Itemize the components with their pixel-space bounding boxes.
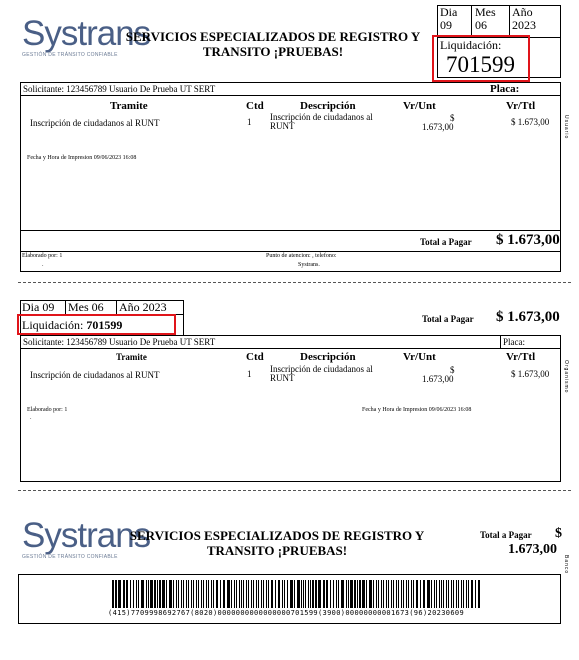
barcode-bar — [348, 580, 349, 608]
barcode-bar — [211, 580, 212, 608]
th-tramite-2: Tramite — [116, 352, 147, 362]
row-tramite: Inscripción de ciudadanos al RUNT — [30, 118, 160, 128]
barcode-bar — [201, 580, 202, 608]
total-value: $ 1.673,00 — [496, 232, 560, 248]
th-vrttl: Vr/Ttl — [506, 100, 536, 112]
barcode-bar — [239, 580, 240, 608]
dia-value: 09 — [440, 18, 452, 32]
row-vrttl: $ 1.673,00 — [511, 117, 550, 127]
barcode-bar — [275, 580, 276, 608]
anio-value: 2023 — [512, 18, 536, 32]
barcode-bar — [376, 580, 377, 608]
barcode-bar — [294, 580, 295, 608]
barcode-bar — [236, 580, 237, 608]
barcode-bar — [369, 580, 372, 608]
barcode-bar — [386, 580, 387, 608]
dia-label: Dia — [440, 5, 458, 19]
total-label-3: Total a Pagar — [480, 530, 532, 540]
barcode-bar — [436, 580, 437, 608]
barcode-bar — [268, 580, 269, 608]
barcode-bar — [333, 580, 334, 608]
cut-line-1 — [18, 282, 571, 283]
barcode-bar — [176, 580, 177, 608]
anio-label: Año — [512, 5, 533, 19]
barcode-bar — [423, 580, 425, 608]
header-title — [118, 29, 428, 59]
barcode-bar — [136, 580, 137, 608]
barcode-bar — [261, 580, 262, 608]
barcode-bar — [284, 580, 285, 608]
barcode-bar — [305, 580, 306, 608]
barcode-bar — [346, 580, 347, 608]
barcode-bar — [396, 580, 397, 608]
barcode-bar — [398, 580, 399, 608]
barcode-bar — [315, 580, 317, 608]
barcode-bar — [223, 580, 225, 608]
barcode-bars — [112, 580, 480, 610]
barcode-bar — [213, 580, 214, 608]
total-currency-3: $ — [555, 526, 562, 541]
barcode-bar — [468, 580, 469, 608]
barcode-bar — [208, 580, 209, 608]
solicitante-2: Solicitante: 123456789 Usuario De Prueba UT SERT — [23, 337, 216, 347]
barcode-bar — [186, 580, 187, 608]
barcode-bar — [112, 580, 114, 608]
row-vrunt-2: 1.673,00 — [422, 374, 454, 384]
barcode-bar — [198, 580, 199, 608]
row-currency-2: $ — [450, 365, 455, 375]
elaborado-por: Elaborado por: 1 — [22, 253, 63, 259]
barcode-bar — [220, 580, 221, 608]
barcode-bar — [478, 580, 480, 608]
barcode-bar — [146, 580, 147, 608]
th-tramite: Tramite — [110, 100, 148, 112]
barcode-bar — [148, 580, 149, 608]
barcode-bar — [258, 580, 259, 608]
fecha-impresion-2: Fecha y Hora de Impresion 09/06/2023 16:08 — [362, 407, 472, 413]
logo-subtext-2: GESTIÓN DE TRÁNSITO CONFIABLE — [22, 554, 118, 560]
barcode-bar — [401, 580, 402, 608]
barcode-bar — [271, 580, 273, 608]
th-vrunt: Vr/Unt — [403, 100, 436, 112]
side-label-organismo: Organismo — [563, 360, 569, 394]
barcode-bar — [456, 580, 457, 608]
barcode-bar — [308, 580, 309, 608]
row-currency: $ — [450, 113, 455, 123]
barcode-bar — [434, 580, 435, 608]
th-ctd: Ctd — [246, 100, 264, 112]
barcode-bar — [227, 580, 230, 608]
barcode-bar — [251, 580, 252, 608]
barcode-bar — [448, 580, 449, 608]
barcode-bar — [463, 580, 464, 608]
barcode-bar — [453, 580, 454, 608]
header-title-2-line2: TRANSITO ¡PRUEBAS! — [206, 543, 348, 558]
barcode-bar — [246, 580, 247, 608]
barcode-bar — [231, 580, 232, 608]
barcode-bar — [118, 580, 121, 608]
liquidacion-label: Liquidación: — [440, 38, 502, 52]
barcode-text: (415)7709998692767(8020)0000000000000000701599(3900)00000000001673(96)20230609 — [108, 609, 465, 617]
barcode-bar — [193, 580, 194, 608]
barcode-bar — [196, 580, 197, 608]
barcode-bar — [290, 580, 293, 608]
barcode-bar — [141, 580, 144, 608]
barcode-bar — [357, 580, 358, 608]
barcode-bar — [301, 580, 302, 608]
placa-label: Placa: — [490, 83, 520, 95]
barcode-bar — [330, 580, 331, 608]
cut-line-2 — [18, 490, 571, 491]
barcode-bar — [115, 580, 117, 608]
barcode-bar — [381, 580, 382, 608]
barcode-bar — [253, 580, 254, 608]
anio-field — [512, 6, 536, 32]
dia-field — [440, 6, 457, 32]
barcode-bar — [206, 580, 207, 608]
barcode-bar — [411, 580, 412, 608]
barcode-bar — [169, 580, 172, 608]
th-vrunt-2: Vr/Unt — [403, 351, 436, 363]
liquidacion-highlight — [432, 35, 530, 82]
header-title-2 — [122, 528, 432, 558]
barcode-bar — [373, 580, 374, 608]
barcode-bar — [439, 580, 440, 608]
barcode-bar — [471, 580, 473, 608]
barcode-bar — [475, 580, 476, 608]
barcode-bar — [203, 580, 204, 608]
barcode-bar — [383, 580, 384, 608]
barcode-bar — [338, 580, 339, 608]
th-vrttl-2: Vr/Ttl — [506, 351, 536, 363]
liquidacion-label-2: Liquidación: — [22, 318, 84, 332]
total-amount-3: 1.673,00 — [508, 542, 557, 557]
solicitante: Solicitante: 123456789 Usuario De Prueba UT SERT — [23, 84, 216, 94]
barcode-bar — [403, 580, 404, 608]
barcode-bar — [391, 580, 392, 608]
total-label: Total a Pagar — [420, 237, 472, 247]
barcode-bar — [133, 580, 134, 608]
barcode-bar — [243, 580, 244, 608]
elaborado-por-2: Elaborado por: 1 — [27, 407, 68, 413]
barcode-bar — [282, 580, 283, 608]
barcode-bar — [388, 580, 389, 608]
barcode-bar — [458, 580, 459, 608]
barcode-bar — [157, 580, 158, 608]
row-vrttl-2: $ 1.673,00 — [511, 369, 550, 379]
barcode-bar — [341, 580, 344, 608]
barcode-bar — [181, 580, 182, 608]
barcode-bar — [178, 580, 179, 608]
barcode-bar — [123, 580, 125, 608]
barcode-bar — [378, 580, 379, 608]
liquidacion-number-2: 701599 — [86, 318, 123, 332]
side-label-banco: Banco — [563, 555, 569, 575]
total-value-2: $ 1.673,00 — [496, 309, 560, 325]
row-vrunt: 1.673,00 — [422, 122, 454, 132]
barcode-bar — [191, 580, 192, 608]
barcode-bar — [461, 580, 462, 608]
barcode-bar — [310, 580, 311, 608]
barcode-bar — [466, 580, 467, 608]
logo-wordmark-2: Systrans — [22, 516, 151, 555]
th-descripcion: Descripción — [300, 100, 356, 112]
logo-subtext: GESTIÓN DE TRÁNSITO CONFIABLE — [22, 52, 118, 58]
barcode-bar — [427, 580, 430, 608]
mes-field — [475, 6, 496, 32]
barcode-bar — [441, 580, 442, 608]
barcode-bar — [406, 580, 407, 608]
barcode-bar — [350, 580, 353, 608]
receipt-table-organismo — [20, 335, 561, 482]
logo-wordmark: Systrans — [22, 14, 151, 53]
barcode-bar — [266, 580, 267, 608]
header-title-line1: SERVICIOS ESPECIALIZADOS DE REGISTRO Y — [125, 29, 421, 44]
barcode-bar — [362, 580, 365, 608]
punto-atencion: Punto de atencion: , telefono: — [266, 253, 337, 259]
barcode-bar — [336, 580, 337, 608]
receipt-table-usuario — [20, 82, 561, 272]
barcode-bar — [130, 580, 131, 608]
elaborado-dot: . — [42, 262, 44, 268]
punto-systrans: Systrans. — [298, 262, 320, 268]
barcode-bar — [359, 580, 361, 608]
barcode-bar — [312, 580, 314, 608]
barcode-bar — [366, 580, 367, 608]
row-tramite-2: Inscripción de ciudadanos al RUNT — [30, 370, 160, 380]
mes-field-2: Mes 06 — [68, 300, 104, 314]
side-label-usuario: Usuario — [563, 115, 569, 140]
barcode-bar — [138, 580, 139, 608]
barcode-bar — [126, 580, 128, 608]
barcode-bar — [420, 580, 421, 608]
mes-label: Mes — [475, 5, 496, 19]
barcode-bar — [256, 580, 257, 608]
row-desc-line1-2: Inscripción de ciudadanos al — [270, 364, 373, 374]
liquidacion-number: 701599 — [446, 52, 515, 77]
barcode-bar — [263, 580, 264, 608]
th-ctd-2: Ctd — [246, 351, 264, 363]
barcode-bar — [287, 580, 288, 608]
liquidacion-highlight-2 — [17, 314, 176, 335]
barcode-bar — [318, 580, 321, 608]
elaborado-dot-2: . — [30, 415, 32, 421]
barcode-bar — [303, 580, 304, 608]
barcode-bar — [183, 580, 184, 608]
barcode-bar — [431, 580, 432, 608]
barcode-bar — [241, 580, 242, 608]
barcode-bar — [173, 580, 174, 608]
fecha-impresion: Fecha y Hora de Impresion 09/06/2023 16:08 — [27, 155, 137, 161]
barcode-bar — [159, 580, 161, 608]
barcode-bar — [278, 580, 280, 608]
header-title-line2: TRANSITO ¡PRUEBAS! — [202, 44, 344, 59]
anio-field-2: Año 2023 — [119, 300, 167, 314]
placa-label-2: Placa: — [503, 337, 525, 347]
barcode-bar — [446, 580, 447, 608]
barcode-bar — [150, 580, 153, 608]
barcode-bar — [166, 580, 167, 608]
barcode-bar — [154, 580, 156, 608]
barcode-bar — [216, 580, 218, 608]
barcode-bar — [416, 580, 418, 608]
row-ctd: 1 — [247, 117, 252, 127]
total-label-2: Total a Pagar — [422, 314, 474, 324]
barcode-bar — [326, 580, 328, 608]
barcode-bar — [297, 580, 300, 608]
th-descripcion-2: Descripción — [300, 351, 356, 363]
barcode-bar — [443, 580, 444, 608]
barcode-bar — [354, 580, 356, 608]
barcode-bar — [451, 580, 452, 608]
barcode-bar — [393, 580, 394, 608]
barcode-bar — [413, 580, 414, 608]
row-desc-line2: RUNT — [270, 121, 295, 131]
barcode-bar — [162, 580, 165, 608]
dia-field-2: Dia 09 — [22, 300, 55, 314]
header-title-2-line1: SERVICIOS ESPECIALIZADOS DE REGISTRO Y — [129, 528, 425, 543]
row-desc-line2-2: RUNT — [270, 373, 295, 383]
barcode-bar — [234, 580, 235, 608]
barcode-bar — [188, 580, 189, 608]
mes-value: 06 — [475, 18, 487, 32]
row-desc-line1: Inscripción de ciudadanos al — [270, 112, 373, 122]
row-descripcion-2 — [270, 365, 373, 383]
barcode-bar — [323, 580, 325, 608]
barcode-bar — [248, 580, 249, 608]
row-descripcion — [270, 113, 373, 131]
barcode-bar — [408, 580, 409, 608]
row-ctd-2: 1 — [247, 369, 252, 379]
